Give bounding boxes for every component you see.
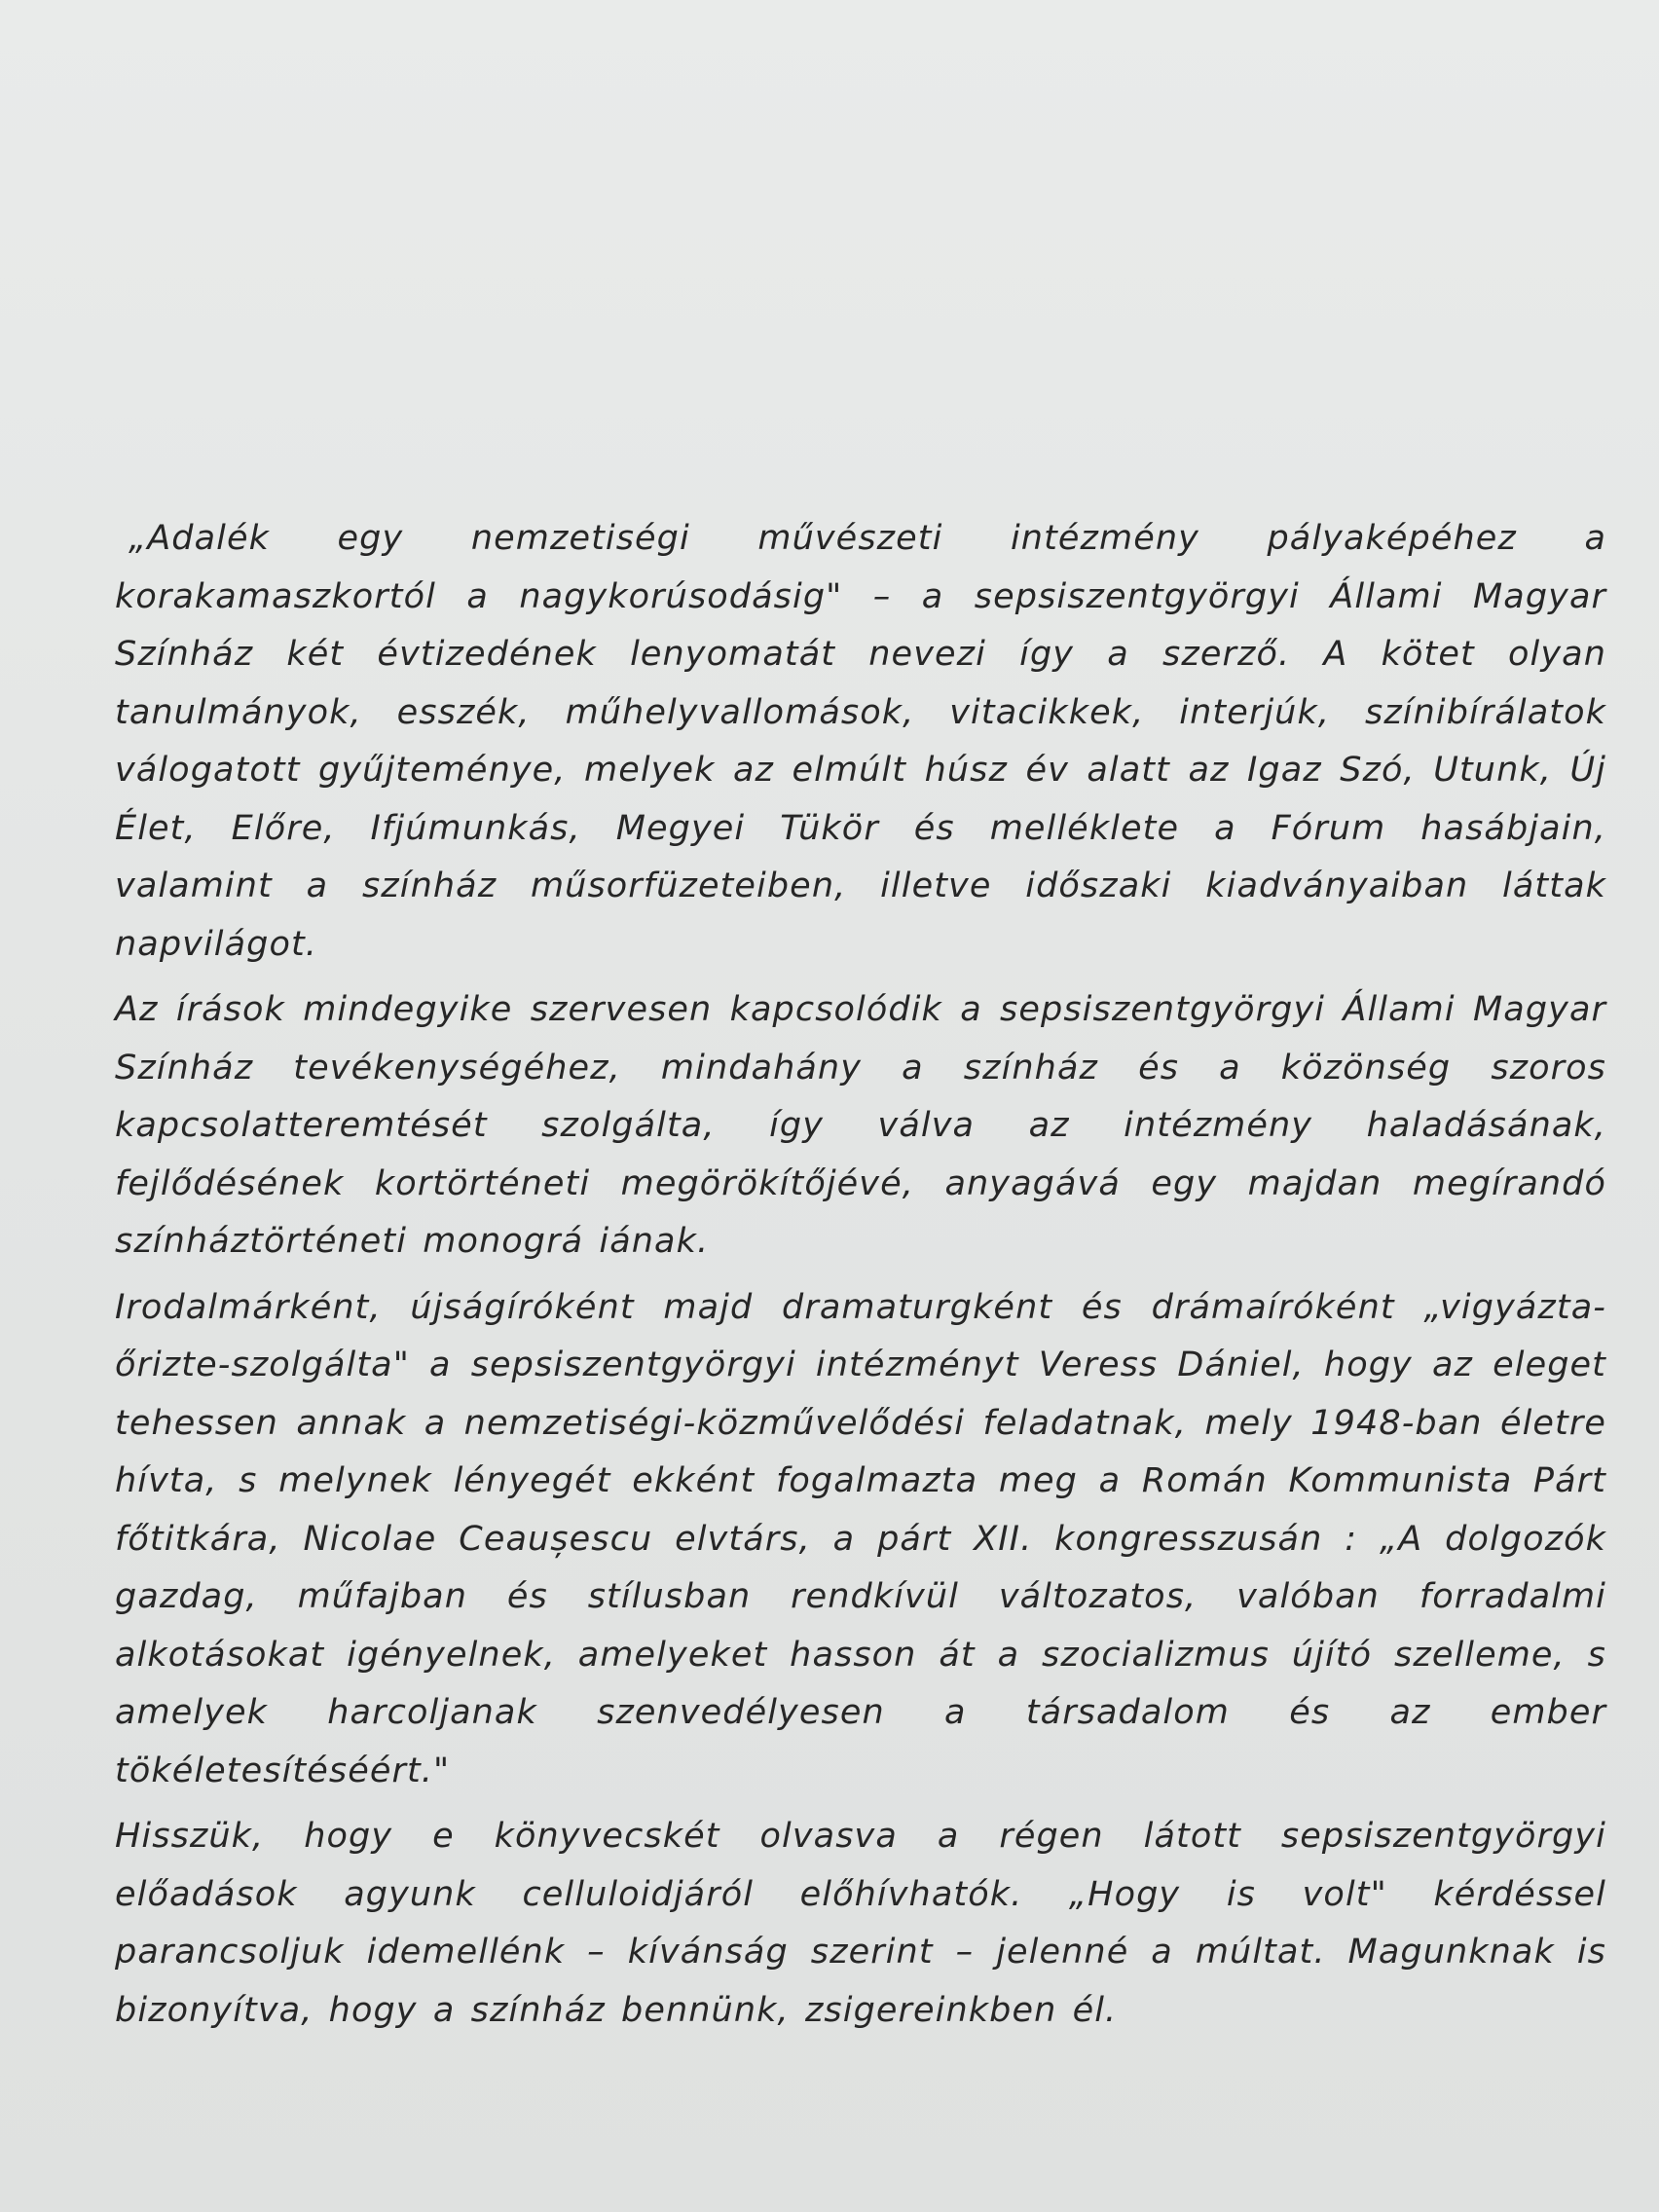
paragraph-2: Az írások mindegyike szervesen kapcsolódik a sepsiszentgyörgyi Állami Magyar Színház tevékenységéhez, mindahány a színház és a közönség szoros kapcsolatteremtését szolgálta, így válva az intézmény haladásának, fejlődésének kortörténeti megörökítőjévé, anyagává egy majdan megírandó színháztörténeti monográ iának. [115,990,1606,1261]
paragraph-3: Irodalmárként, újságíróként majd dramaturgként és drámaíróként „vigyázta-őrizte-szolgálta" a sepsiszentgyörgyi intézményt Veress Dániel, hogy az eleget tehessen annak a nemzetiségi-közművelődési feladatnak, mely 1948-ban életre hívta, s melynek lényegét ekként fogalmazta meg a Román Kommunista Párt főtitkára, Nicolae Ceaușescu elvtárs, a párt XII. kongresszusán : „A dolgozók gazdag, műfajban és stílusban rendkívül változatos, valóban forradalmi alkotásokat igényelnek, amelyeket hasson át a szocializmus újító szelleme, s amelyek harcoljanak szenvedélyesen a társadalom és az ember tökéletesítéséért." [115,1287,1606,1790]
document-body [115,510,1606,2040]
paragraph-4: Hisszük, hogy e könyvecskét olvasva a régen látott sepsiszentgyörgyi előadások agyunk celluloidjáról előhívhatók. „Hogy is volt" kérdéssel parancsoljuk idemellénk – kívánság szerint – jelenné a múltat. Magunknak is bizonyítva, hogy a színház bennünk, zsigereinkben él. [115,1817,1606,2030]
paragraph-1: „Adalék egy nemzetiségi művészeti intézmény pályaképéhez a korakamaszkortól a nagykorúsodásig" – a sepsiszentgyörgyi Állami Magyar Színház két évtizedének lenyomatát nevezi így a szerző. A kötet olyan tanulmányok, esszék, műhelyvallomások, vitacikkek, interjúk, színibírálatok válogatott gyűjteménye, melyek az elmúlt húsz év alatt az Igaz Szó, Utunk, Új Élet, Előre, Ifjúmunkás, Megyei Tükör és melléklete a Fórum hasábjain, valamint a színház műsorfüzeteiben, illetve időszaki kiadványaiban láttak napvilágot. [115,519,1606,964]
